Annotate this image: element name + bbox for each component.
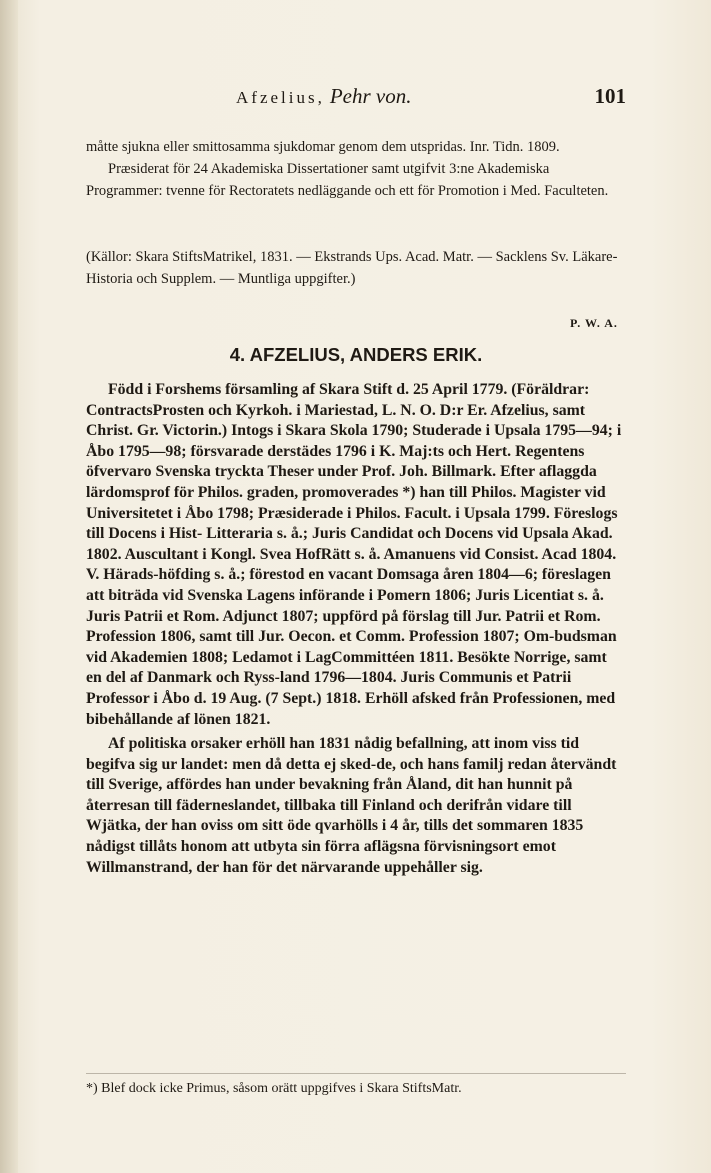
sources-note <box>86 246 626 290</box>
page-header <box>86 84 626 114</box>
author-signature: P. W. A. <box>570 316 618 330</box>
running-head-name: Pehr von. <box>329 84 412 108</box>
paragraph: måtte sjukna eller smittosamma sjukdomar genom dem utspridas. Inr. Tidn. 1809. <box>86 139 560 155</box>
book-spine <box>0 0 18 1173</box>
running-head-author: Afzelius, <box>236 88 325 107</box>
running-head <box>236 84 412 109</box>
previous-entry-text <box>86 136 626 202</box>
footnote: *) Blef dock icke Primus, såsom orätt uppgifves i Skara StiftsMatr. <box>86 1081 462 1096</box>
sources-text: (Källor: Skara StiftsMatrikel, 1831. — Ekstrands Ups. Acad. Matr. — Sacklens Sv. Läkare-Historia och Supplem. — Muntliga uppgifter.) <box>86 249 618 287</box>
entry-body <box>86 380 626 882</box>
entry-heading: 4. AFZELIUS, ANDERS ERIK. <box>229 344 483 365</box>
paragraph: Född i Forshems församling af Skara Stift d. 25 April 1779. (Föräldrar: ContractsProsten och Kyrkoh. i Mariestad, L. N. O. D:r Er. Afzelius, samt Christ. Gr. Victorin.) Intogs i Skara Skola 1790; Studerade i Upsala 1795—94; i Åbo 1795—98; försvarade derstädes 1796 i K. Maj:ts och Hert. Regentens öfvervaro Svenska tryckta Theser under Prof. Joh. Billmark. Efter aflaggda lärdomsprof för Philos. graden, promoverades *) han till Philos. Magister vid Universitetet i Åbo 1798; Præsiderade i Philos. Facult. i Upsala 1799. Föreslogs till Docens i Hist- Litteraria s. å.; Juris Candidat och Docens vid Upsala Akad. 1802. Auscultant i Kongl. Svea HofRätt s. å. Amanuens vid Consist. Acad 1804. V. Härads-höfding s. å.; förestod en vacant Domsaga åren 1804—6; föreslagen att biträda vid Svenska Lagens införande i Pomern 1806; Juris Licentiat s. å. Juris Patrii et Rom. Adjunct 1807; uppförd på förslag till Jur. Patrii et Rom. Profession 1806, samt till Jur. Oecon. et Comm. Profession 1807; Om-budsman vid Akademien 1808; Ledamot i LagCommittéen 1811. Besökte Norrige, samt en del af Danmark och Ryss-land 1796—1804. Juris Communis et Patrii Professor i Åbo d. 19 Aug. (7 Sept.) 1818. Erhöll afsked från Professionen, med bibehållande af lönen 1821. <box>86 381 622 728</box>
paragraph: Præsiderat för 24 Akademiska Dissertationer samt utgifvit 3:ne Akademiska Programmer: tvenne för Rectoratets nedläggande och ett för Promotion i Med. Faculteten. <box>86 161 609 199</box>
paragraph: Af politiska orsaker erhöll han 1831 nådig befallning, att inom viss tid begifva sig ur landet: men då detta ej sked-de, och hans familj redan återvändt till Sverige, affördes han under bevakning från Åland, dit han hunnit på återresan till fäderneslandet, tillbaka till Finland och derifrån vidare till Wjätka, der han oviss om sitt öde qvarhölls i 4 år, tills det sommaren 1835 nådigst tillåts honom att utbyta sin förra aflägsna förvisningsort emot Willmanstrand, der han för det närvarande uppehåller sig. <box>86 735 617 876</box>
footnote-divider <box>86 1073 626 1074</box>
page-number: 101 <box>594 84 626 108</box>
